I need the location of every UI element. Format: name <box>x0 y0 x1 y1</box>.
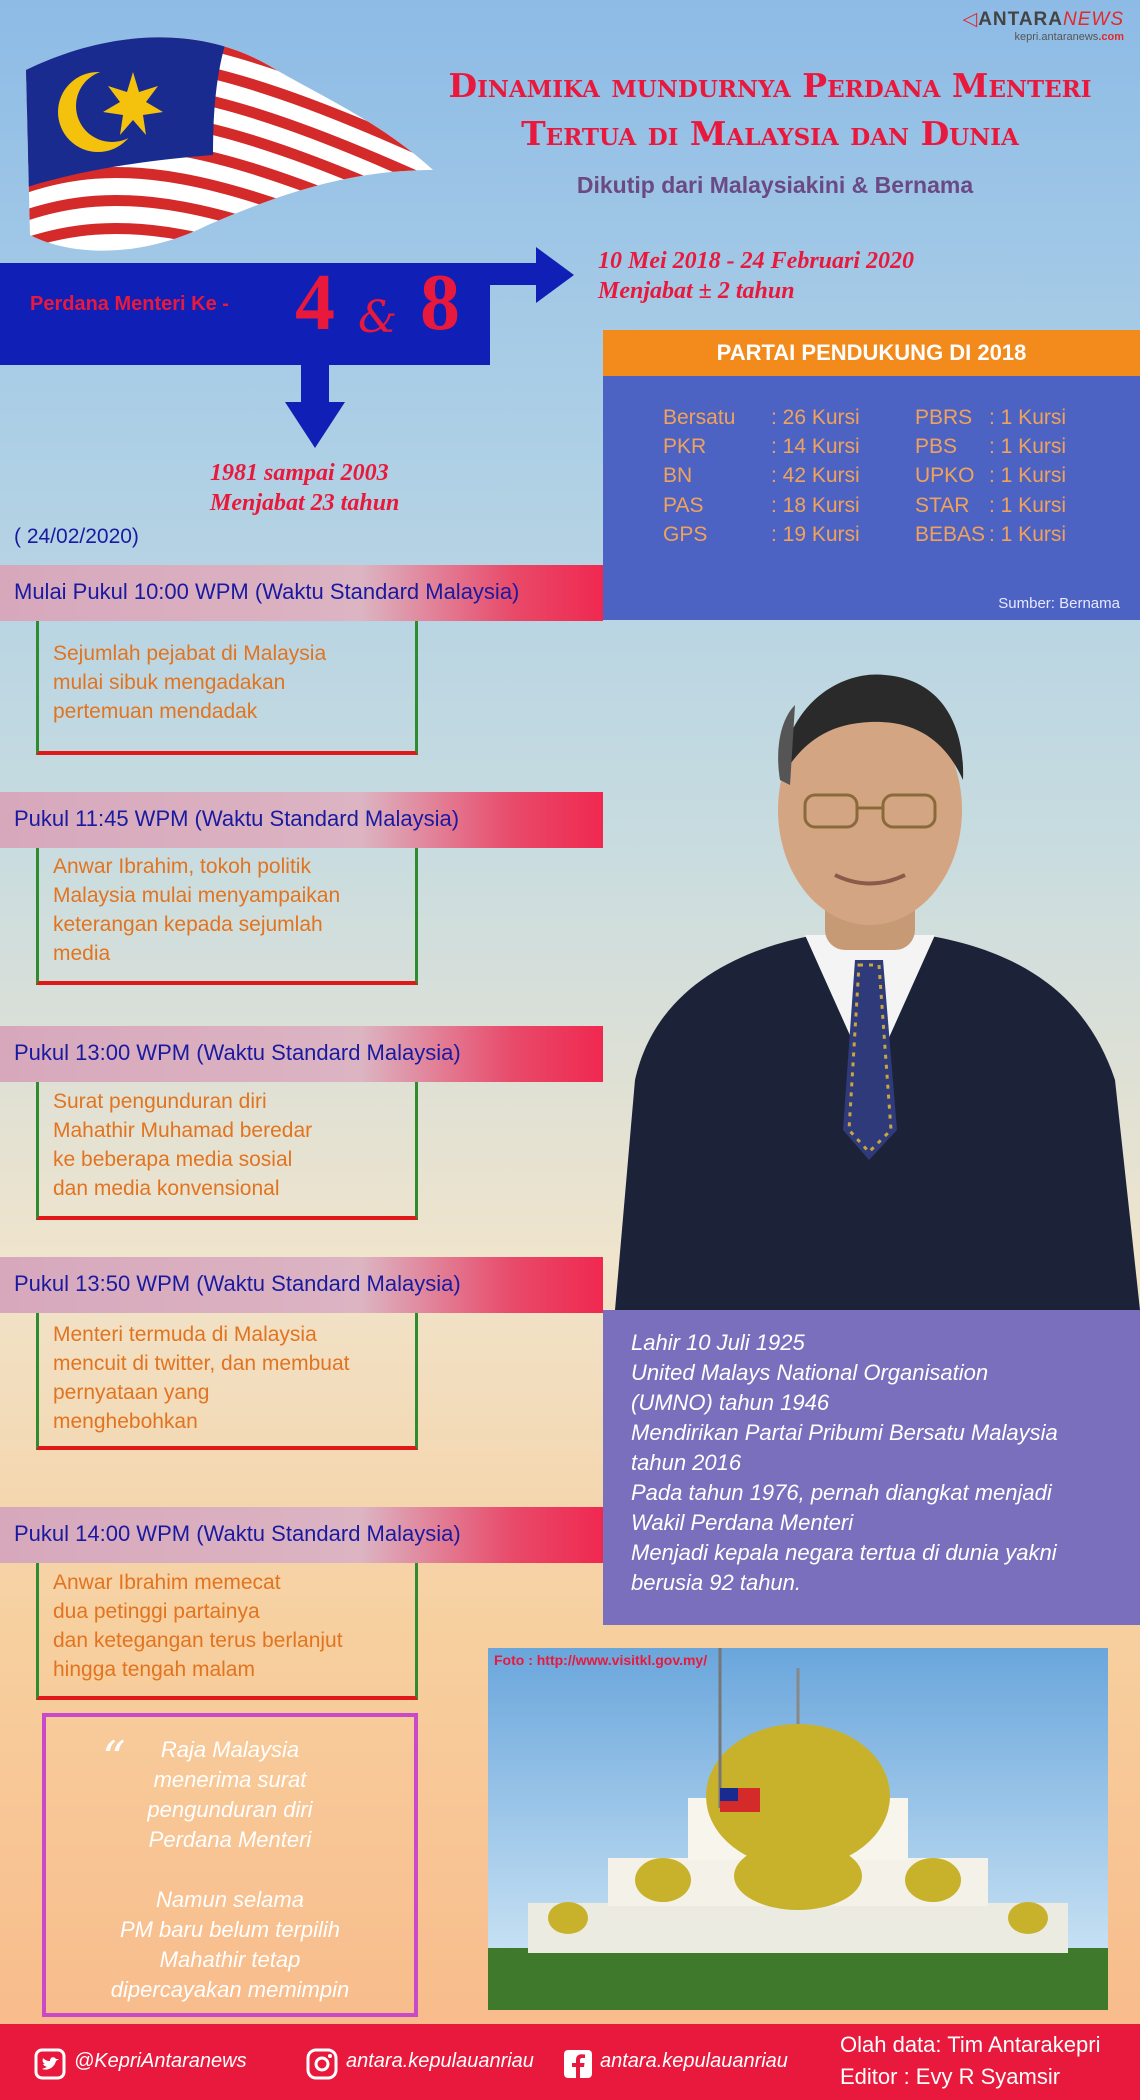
bio-line: Pada tahun 1976, pernah diangkat menjadi <box>631 1480 1052 1505</box>
quote-line: Raja Malaysia <box>160 1737 300 1762</box>
pm-number-8: 8 <box>420 259 460 347</box>
facebook-icon[interactable] <box>562 2048 594 2080</box>
bio-line: berusia 92 tahun. <box>631 1570 802 1595</box>
party-row: Bersatu : 26 Kursi PBRS : 1 Kursi <box>663 406 1067 429</box>
arrow-down-icon <box>285 364 345 450</box>
quote-line: Namun selama <box>156 1887 304 1912</box>
logo-site: kepri.antaranews <box>1014 31 1099 43</box>
page-title <box>400 62 1140 158</box>
pm-label: Perdana Menteri Ke - <box>30 293 229 315</box>
footer-bar <box>0 2024 1140 2100</box>
quote-line: Perdana Menteri <box>148 1827 312 1852</box>
footer-instagram-handle[interactable]: antara.kepulauanriau <box>346 2050 534 2072</box>
timeline-time-header: Pukul 13:50 WPM (Waktu Standard Malaysia) <box>0 1257 603 1313</box>
term2-dates: 10 Mei 2018 - 24 Februari 2020 <box>598 248 915 274</box>
party-source: Sumber: Bernama <box>998 595 1120 612</box>
logo-site-tld: .com <box>1098 31 1124 43</box>
title-line-2: Tertua di Malaysia dan Dunia <box>521 114 1019 153</box>
bio-line: (UMNO) tahun 1946 <box>631 1390 830 1415</box>
party-row: BN : 42 Kursi UPKO : 1 Kursi <box>663 464 1067 487</box>
bio-line: Menjadi kepala negara tertua di dunia yakni <box>631 1540 1057 1565</box>
malaysia-flag-icon <box>18 20 438 255</box>
footer-facebook-handle[interactable]: antara.kepulauanriau <box>600 2050 788 2072</box>
timeline-event-box: Menteri termuda di Malaysia mencuit di twitter, dan membuat pernyataan yang menghebohkan <box>36 1313 418 1450</box>
bio-panel <box>603 1310 1140 1625</box>
quote-line: menerima surat <box>153 1767 307 1792</box>
timeline-event-box: Anwar Ibrahim memecat dua petinggi partainya dan ketegangan terus berlanjut hingga tengah malam <box>36 1563 418 1700</box>
term1-dates: 1981 sampai 2003 <box>210 460 389 486</box>
timeline-time-header: Pukul 11:45 WPM (Waktu Standard Malaysia) <box>0 792 603 848</box>
quote-mark-icon: “ <box>102 1731 126 1785</box>
arrow-right-icon <box>488 245 578 305</box>
pm-number-4: 4 <box>295 259 335 347</box>
page-subtitle: Dikutip dari Malaysiakini & Bernama <box>576 172 974 198</box>
timeline-event-box: Anwar Ibrahim, tokoh politik Malaysia mulai menyampaikan keterangan kepada sejumlah media <box>36 848 418 985</box>
term1-duration: Menjabat 23 tahun <box>210 490 400 516</box>
bio-line: tahun 2016 <box>631 1450 742 1475</box>
party-panel-header: PARTAI PENDUKUNG DI 2018 <box>603 330 1140 376</box>
antaranews-logo: ◁ANTARANEWS kepri.antaranews.com <box>962 9 1124 43</box>
timeline-event-box: Sejumlah pejabat di Malaysia mulai sibuk mengadakan pertemuan mendadak <box>36 621 418 755</box>
term-2018-2020 <box>598 246 914 306</box>
bio-line: Mendirikan Partai Pribumi Bersatu Malaysia <box>631 1420 1058 1445</box>
party-row: PKR : 14 Kursi PBS : 1 Kursi <box>663 435 1067 458</box>
logo-brand-suffix: NEWS <box>1063 9 1124 30</box>
bio-line: Lahir 10 Juli 1925 <box>631 1330 805 1355</box>
quote-line: dipercayakan memimpin <box>110 1977 350 2002</box>
bio-line: United Malays National Organisation <box>631 1360 989 1385</box>
title-line-1: Dinamika mundurnya Perdana Menteri <box>448 66 1092 105</box>
istana-negara-photo <box>488 1648 1108 2010</box>
timeline-time-header: Pukul 14:00 WPM (Waktu Standard Malaysia) <box>0 1507 603 1563</box>
footer-credit-data: Olah data: Tim Antarakepri <box>840 2032 1101 2057</box>
term-1981-2003 <box>210 458 399 518</box>
footer-credit-editor: Editor : Evy R Syamsir <box>840 2064 1061 2089</box>
party-row: GPS : 19 Kursi BEBAS : 1 Kursi <box>663 523 1067 546</box>
twitter-icon[interactable] <box>34 2048 66 2080</box>
event-date: ( 24/02/2020) <box>14 525 139 548</box>
quote-line: pengunduran diri <box>147 1797 313 1822</box>
timeline-event-box: Surat pengunduran diri Mahathir Muhamad beredar ke beberapa media sosial dan media konvensional <box>36 1082 418 1220</box>
quote-line: PM baru belum terpilih <box>119 1917 341 1942</box>
timeline-time-header: Pukul 13:00 WPM (Waktu Standard Malaysia) <box>0 1026 603 1082</box>
mahathir-portrait <box>615 660 1140 1310</box>
footer-twitter-handle[interactable]: @KepriAntaranews <box>74 2050 247 2072</box>
instagram-icon[interactable] <box>306 2048 338 2080</box>
quote-box <box>42 1713 418 2017</box>
timeline-time-header: Mulai Pukul 10:00 WPM (Waktu Standard Malaysia) <box>0 565 603 621</box>
photo-caption: Foto : http://www.visitkl.gov.my/ <box>494 1652 708 1668</box>
party-panel <box>603 376 1140 620</box>
term2-duration: Menjabat ± 2 tahun <box>598 278 795 304</box>
pm-ampersand: & <box>358 292 398 343</box>
quote-line: Mahathir tetap <box>159 1947 301 1972</box>
party-row: PAS : 18 Kursi STAR : 1 Kursi <box>663 494 1067 517</box>
bio-line: Wakil Perdana Menteri <box>631 1510 854 1535</box>
logo-brand: ANTARA <box>978 9 1063 30</box>
